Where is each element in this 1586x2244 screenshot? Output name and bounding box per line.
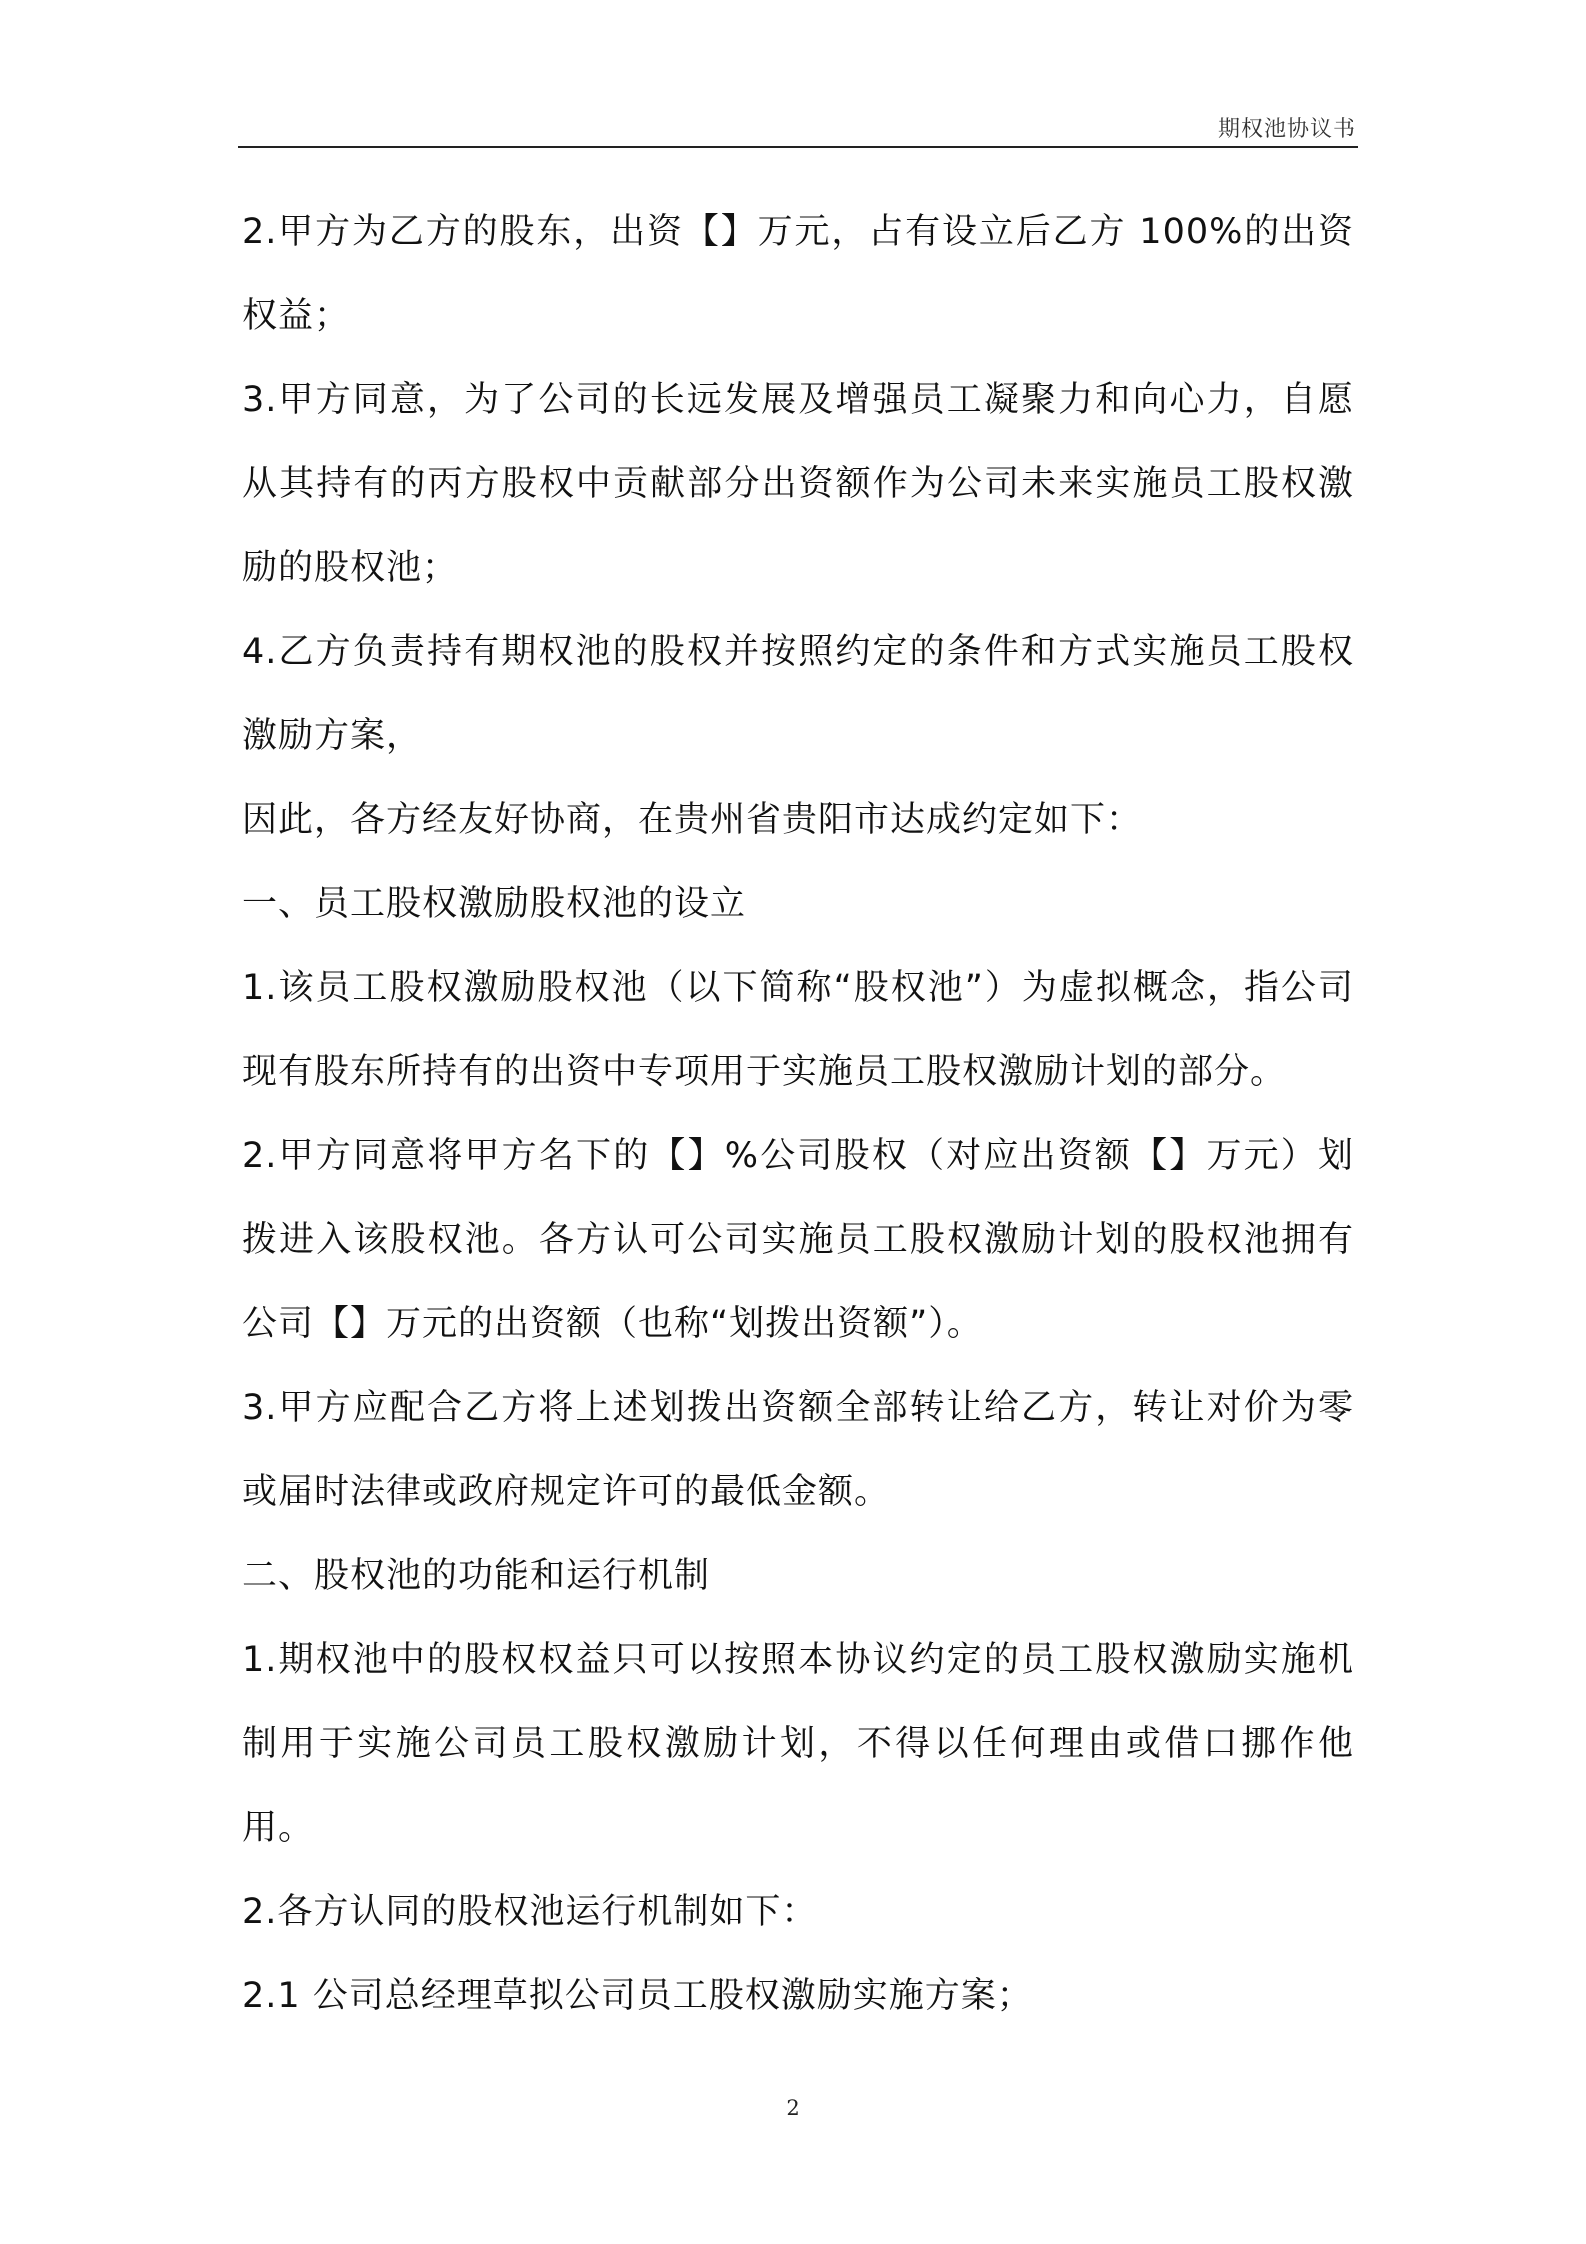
- section-heading-pool-function: 二、股权池的功能和运行机制: [242, 1556, 711, 1596]
- paragraph-equity-allocation: 2.甲方同意将甲方名下的【】%公司股权（对应出资额【】万元）划拨进入该股权池。各方认可公司实施员工股权激励计划的股权池拥有公司【】万元的出资额（也称“划拨出资额”）。: [242, 1136, 1354, 1344]
- paragraph-pool-definition: 1.该员工股权激励股权池（以下简称“股权池”）为虚拟概念，指公司现有股东所持有的出资中专项用于实施员工股权激励计划的部分。: [242, 968, 1354, 1092]
- document-body: [242, 190, 1354, 2038]
- page-number: 2: [786, 2096, 800, 2120]
- paragraph-party-a-consent: 3.甲方同意，为了公司的长远发展及增强员工凝聚力和向心力，自愿从其持有的丙方股权中贡献部分出资额作为公司未来实施员工股权激励的股权池；: [242, 380, 1354, 588]
- paragraph-pool-usage: 1.期权池中的股权权益只可以按照本协议约定的员工股权激励实施机制用于实施公司员工股权激励计划，不得以任何理由或借口挪作他用。: [242, 1640, 1354, 1848]
- section-heading-pool-setup: 一、员工股权激励股权池的设立: [242, 884, 747, 924]
- header-divider: [238, 146, 1358, 148]
- paragraph-shareholder-contribution: 2.甲方为乙方的股东，出资【】万元，占有设立后乙方 100%的出资权益；: [242, 212, 1354, 336]
- paragraph-manager-drafts-plan: 2.1 公司总经理草拟公司员工股权激励实施方案；: [242, 1976, 1033, 2016]
- paragraph-party-b-responsibility: 4.乙方负责持有期权池的股权并按照约定的条件和方式实施员工股权激励方案，: [242, 632, 1354, 756]
- paragraph-equity-transfer: 3.甲方应配合乙方将上述划拨出资额全部转让给乙方，转让对价为零或届时法律或政府规定许可的最低金额。: [242, 1388, 1354, 1512]
- header-title: 期权池协议书: [1217, 117, 1356, 142]
- paragraph-agreement-intro: 因此，各方经友好协商，在贵州省贵阳市达成约定如下：: [242, 800, 1143, 840]
- paragraph-operating-mechanism: 2.各方认同的股权池运行机制如下：: [242, 1892, 818, 1932]
